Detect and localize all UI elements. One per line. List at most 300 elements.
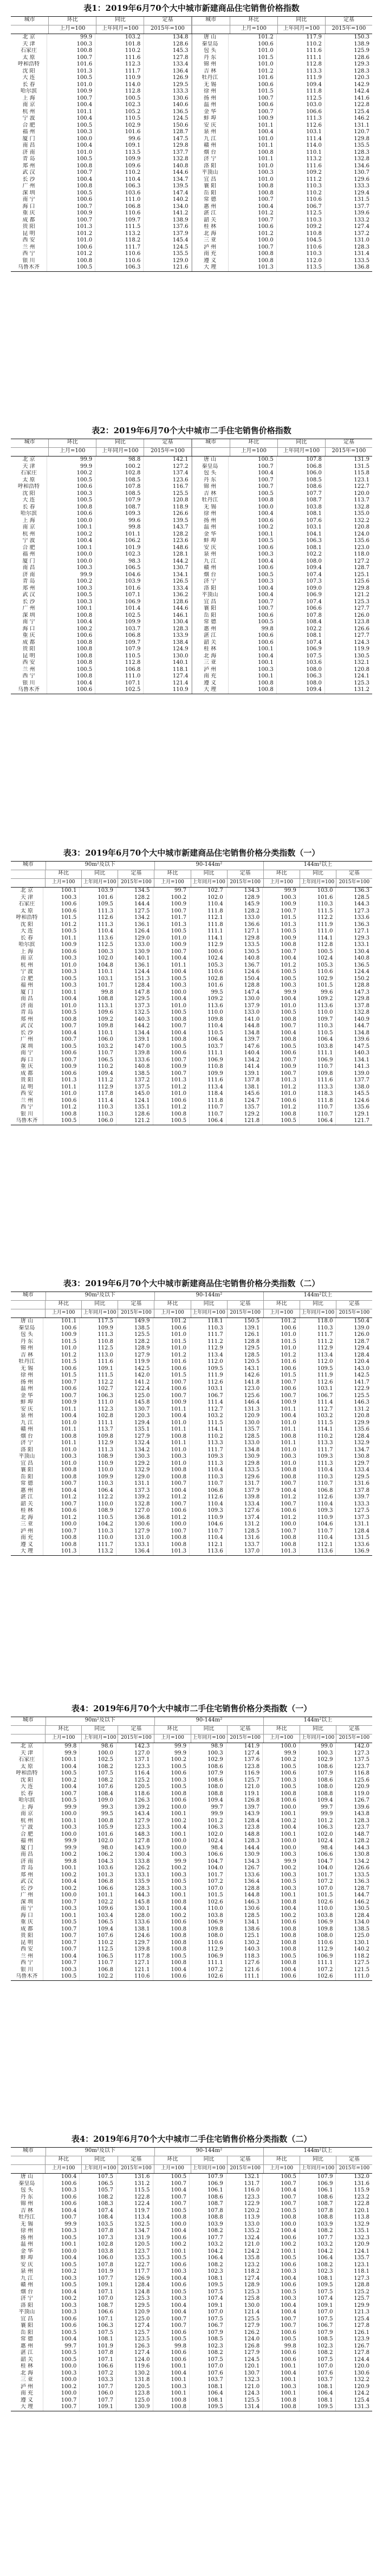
index-value: 133.6	[226, 1872, 263, 1879]
header-fixed_base: 2015年=100	[118, 879, 154, 887]
index-value: 100.7	[47, 55, 95, 62]
index-value: 99.9	[43, 1838, 80, 1845]
index-value: 103.7	[95, 626, 144, 633]
index-value: 138.0	[354, 1084, 370, 1090]
table-row	[11, 491, 372, 498]
index-value: 101.5	[263, 915, 300, 922]
index-value: 107.0	[300, 2363, 336, 2370]
index-value: 112.0	[277, 258, 325, 265]
index-value: 108.0	[300, 1784, 336, 1791]
index-value: 148.8	[226, 1831, 263, 1838]
index-value: 100.7	[43, 2214, 80, 2221]
index-value: 101.1	[43, 1406, 80, 1413]
index-value: 100.9	[263, 1399, 300, 1406]
index-value: 127.3	[354, 2275, 370, 2281]
header-mom_base: 上月=100	[264, 2165, 300, 2173]
index-value: 144.3	[116, 1892, 153, 1899]
index-value: 103.6	[95, 190, 144, 197]
index-value: 101.2	[190, 1818, 226, 1825]
index-value: 107.2	[190, 1967, 226, 1974]
index-value: 101.0	[263, 1420, 300, 1427]
table-row	[11, 470, 372, 477]
city-name: 宁 波	[11, 538, 47, 545]
index-value: 101.0	[153, 1332, 190, 1339]
index-value: 108.2	[300, 2262, 336, 2269]
index-value: 143.9	[116, 1845, 153, 1852]
index-value: 114.1	[300, 1426, 336, 1433]
index-value: 117.8	[80, 1091, 116, 1098]
index-value: 128.4	[354, 1912, 370, 1919]
header-row-bases	[11, 879, 372, 887]
index-value: 133.5	[354, 1871, 370, 1878]
header-fixed: 定基	[348, 870, 360, 876]
index-value: 100.1	[229, 660, 277, 667]
index-value: 100.8	[47, 48, 95, 55]
city-name: 岳 阳	[192, 190, 229, 197]
index-value: 113.1	[80, 1003, 116, 1010]
index-value: 120.5	[116, 1784, 153, 1791]
index-value: 142.4	[354, 88, 369, 94]
index-value: 140.3	[354, 1050, 370, 1056]
city-name: 石家庄	[11, 901, 43, 908]
index-value: 106.7	[190, 1393, 226, 1400]
index-value: 141.6	[354, 95, 369, 101]
header-yoy: 同比	[300, 1301, 336, 1309]
index-value: 100.3	[43, 2228, 80, 2235]
index-value: 133.3	[144, 88, 191, 95]
index-value: 100.0	[153, 1804, 190, 1811]
index-value: 102.4	[300, 955, 336, 962]
index-value: 127.4	[354, 224, 369, 230]
index-value: 100.0	[153, 1845, 190, 1852]
index-value: 130.1	[116, 1906, 153, 1913]
index-value: 108.0	[190, 1784, 226, 1791]
index-value: 105.3	[190, 962, 226, 969]
index-value: 136.1	[116, 922, 153, 929]
table-row	[11, 1926, 372, 1933]
city-name: 昆 明	[11, 653, 47, 660]
table-row	[11, 163, 372, 170]
index-value: 111.9	[300, 1372, 336, 1379]
index-value: 129.8	[144, 142, 191, 149]
index-value: 100.9	[43, 942, 80, 949]
index-value: 123.8	[116, 2390, 153, 2397]
index-value: 100.1	[263, 1831, 300, 1838]
city-name: 洛 阳	[11, 1447, 43, 1454]
city-name: 沈 阳	[11, 491, 47, 498]
index-value: 120.5	[226, 1359, 263, 1366]
index-value: 131.6	[226, 1535, 263, 1542]
index-value: 100.8	[153, 1111, 190, 1118]
index-value: 128.7	[144, 129, 191, 136]
index-value: 99.9	[43, 1750, 80, 1757]
index-value: 117.7	[116, 2268, 153, 2275]
city-name: 银 川	[11, 680, 47, 687]
index-value: 100.9	[153, 901, 190, 908]
index-value: 124.1	[116, 1098, 153, 1105]
city-name: 南 昌	[11, 142, 47, 149]
index-value: 99.9	[190, 1811, 226, 1818]
header-fixed: 定基	[348, 1301, 360, 1307]
index-value: 108.5	[300, 2336, 336, 2343]
index-value: 100.6	[153, 2350, 190, 2357]
table-row	[11, 1453, 372, 1460]
index-value: 132.3	[354, 2234, 370, 2241]
header-row-bases	[11, 25, 372, 34]
header-yoy_base: 上年同月=100	[278, 25, 326, 34]
index-value: 124.1	[354, 2248, 370, 2254]
city-name: 平顶山	[192, 169, 229, 177]
index-value: 100.7	[263, 908, 300, 915]
index-value: 120.7	[354, 129, 369, 135]
index-value: 104.1	[277, 531, 325, 538]
index-value: 127.9	[116, 1433, 153, 1440]
index-value: 101.1	[47, 109, 95, 116]
index-value: 125.1	[226, 1933, 263, 1940]
index-value: 100.5	[43, 2282, 80, 2289]
index-value: 110.3	[190, 1325, 226, 1332]
index-value: 129.2	[116, 1460, 153, 1468]
index-value: 130.6	[116, 1521, 153, 1528]
index-value: 136.8	[354, 264, 369, 270]
index-value: 110.3	[277, 251, 325, 258]
city-name: 包 头	[11, 1332, 43, 1339]
index-value: 106.3	[95, 264, 144, 271]
city-name: 无 锡	[11, 2221, 43, 2228]
city-name: 长 沙	[11, 1030, 43, 1037]
index-value: 130.4	[144, 619, 191, 626]
index-value: 101.5	[229, 55, 277, 62]
index-value: 121.2	[116, 1118, 153, 1125]
index-value: 111.1	[226, 1973, 263, 1980]
table-row	[11, 1440, 372, 1447]
table-row	[11, 989, 372, 996]
index-value: 107.5	[80, 2174, 116, 2181]
index-value: 100.6	[229, 518, 277, 525]
index-value: 140.2	[144, 197, 191, 204]
index-value: 100.6	[263, 1770, 300, 1777]
index-value: 101.0	[43, 1003, 80, 1010]
index-value: 100.7	[47, 217, 95, 224]
index-value: 140.6	[144, 102, 191, 109]
index-value: 135.7	[354, 2255, 370, 2261]
city-name: 襄 阳	[192, 183, 229, 190]
index-value: 100.3	[263, 1777, 300, 1784]
index-value: 110.3	[80, 1111, 116, 1118]
index-value: 99.0	[300, 1743, 336, 1750]
index-value: 108.2	[80, 1764, 116, 1771]
table-row	[11, 1797, 372, 1804]
index-value: 100.7	[43, 1057, 80, 1064]
index-value: 100.8	[47, 646, 95, 653]
index-value: 108.6	[300, 2194, 336, 2201]
index-value: 100.1	[153, 1811, 190, 1818]
table-row	[11, 1366, 372, 1373]
index-value: 112.9	[300, 1345, 336, 1352]
index-value: 100.5	[153, 928, 190, 935]
index-value: 100.0	[47, 136, 95, 143]
index-value: 101.5	[43, 1339, 80, 1346]
index-value: 100.8	[153, 1791, 190, 1798]
index-value: 113.0	[80, 1352, 116, 1359]
index-value: 100.5	[47, 497, 95, 504]
city-name: 济 南	[11, 1858, 43, 1866]
index-value: 128.5	[354, 894, 370, 901]
city-name: 上 海	[11, 1804, 43, 1811]
header-fixed: 定基	[343, 439, 354, 445]
city-name: 西 安	[11, 1091, 43, 1098]
index-value: 133.0	[226, 1440, 263, 1447]
index-value: 110.7	[190, 1528, 226, 1535]
index-value: 124.2	[354, 2390, 370, 2396]
index-value: 106.7	[190, 2323, 226, 2330]
index-value: 100.0	[153, 1838, 190, 1845]
index-value: 102.0	[190, 1831, 226, 1838]
index-value: 111.4	[277, 136, 325, 143]
city-name: 泸 州	[11, 2384, 43, 2391]
header-category: 144m²以上	[303, 2148, 333, 2154]
index-value: 109.2	[277, 169, 325, 177]
index-value: 133.1	[116, 1542, 153, 1549]
index-value: 100.3	[300, 1750, 336, 1757]
index-value: 100.6	[47, 511, 95, 518]
index-value: 110.6	[95, 251, 144, 258]
table-row	[11, 2303, 372, 2310]
city-name: 乌鲁木齐	[11, 1118, 43, 1125]
index-value: 140.8	[144, 163, 191, 170]
index-value: 100.2	[263, 1757, 300, 1764]
index-value: 130.3	[116, 1453, 153, 1460]
index-value: 99.9	[263, 1858, 300, 1866]
index-value: 131.2	[354, 687, 369, 693]
city-name: 北 海	[11, 2370, 43, 2377]
city-name: 长 春	[11, 1791, 43, 1798]
city-name: 三 亚	[192, 660, 229, 667]
table-row	[11, 1899, 372, 1906]
index-value: 100.7	[263, 1481, 300, 1488]
index-value: 101.0	[229, 61, 277, 68]
index-value: 100.1	[229, 673, 277, 680]
index-value: 135.1	[116, 1426, 153, 1433]
index-value: 121.5	[354, 1966, 370, 1973]
index-value: 100.8	[229, 258, 277, 265]
index-value: 125.7	[354, 2295, 370, 2301]
index-value: 101.0	[229, 48, 277, 55]
index-value: 100.7	[43, 1926, 80, 1933]
index-value: 132.8	[354, 156, 369, 162]
index-value: 100.5	[47, 477, 95, 484]
table-row	[11, 511, 372, 518]
index-value: 136.5	[354, 962, 370, 968]
index-value: 127.9	[116, 1528, 153, 1535]
index-value: 102.0	[190, 895, 226, 902]
index-value: 109.9	[95, 619, 144, 626]
index-value: 108.5	[95, 491, 144, 498]
index-value: 110.3	[80, 1481, 116, 1488]
index-value: 106.0	[277, 470, 325, 477]
index-value: 100.6	[43, 901, 80, 908]
index-value: 106.4	[190, 2390, 226, 2397]
table-row	[11, 1858, 372, 1866]
index-value: 120.8	[144, 497, 191, 504]
index-value: 110.5	[190, 1030, 226, 1037]
table-row	[11, 1091, 372, 1098]
index-value: 130.2	[226, 1940, 263, 1947]
header-fixed_base: 2015年=100	[144, 25, 191, 34]
header-yoy: 同比	[300, 2156, 336, 2164]
index-value: 109.5	[80, 901, 116, 908]
index-value: 99.8	[229, 626, 277, 633]
index-value: 100.0	[80, 1750, 116, 1757]
index-value: 106.9	[300, 2181, 336, 2188]
index-value: 100.4	[263, 1824, 300, 1831]
index-value: 140.9	[354, 1016, 370, 1022]
index-value: 100.7	[263, 1393, 300, 1400]
index-value: 100.6	[263, 2350, 300, 2357]
header-blank	[11, 2156, 46, 2164]
index-value: 134.8	[144, 34, 191, 41]
index-value: 112.3	[95, 61, 144, 68]
index-value: 111.3	[80, 1332, 116, 1339]
index-value: 105.2	[95, 109, 144, 116]
index-value: 100.2	[43, 1886, 80, 1893]
index-value: 107.8	[95, 484, 144, 491]
index-value: 101.0	[263, 1003, 300, 1010]
index-value: 121.4	[144, 680, 191, 687]
index-value: 128.3	[354, 149, 369, 155]
index-value: 100.5	[153, 1044, 190, 1051]
index-value: 118.9	[144, 504, 191, 511]
index-value: 112.5	[80, 1345, 116, 1352]
index-value: 136.4	[144, 68, 191, 75]
index-value: 100.8	[263, 1926, 300, 1933]
index-value: 144.4	[226, 1845, 263, 1852]
index-value: 109.5	[300, 2282, 336, 2289]
index-value: 130.5	[354, 653, 369, 659]
index-value: 150.5	[226, 1318, 263, 1325]
index-value: 110.3	[277, 217, 325, 224]
city-name: 重 庆	[11, 210, 47, 217]
index-value: 111.1	[190, 928, 226, 935]
index-value: 101.2	[153, 1494, 190, 1501]
index-value: 100.0	[263, 1845, 300, 1852]
index-value: 112.8	[300, 942, 336, 949]
index-value: 109.5	[190, 2404, 226, 2411]
index-value: 100.8	[47, 504, 95, 511]
city-name: 成 都	[11, 217, 47, 224]
index-value: 107.7	[80, 2397, 116, 2404]
index-value: 107.2	[80, 2370, 116, 2377]
index-value: 102.4	[190, 1838, 226, 1845]
index-value: 100.7	[263, 2316, 300, 2323]
index-value: 108.6	[190, 2194, 226, 2201]
city-name: 海 口	[11, 204, 47, 211]
index-value: 101.5	[263, 1372, 300, 1379]
index-value: 133.3	[354, 1501, 370, 1507]
index-value: 100.1	[153, 2390, 190, 2397]
index-value: 100.3	[47, 41, 95, 48]
index-value: 112.0	[300, 1359, 336, 1366]
index-value: 100.5	[47, 156, 95, 163]
index-value: 100.3	[229, 667, 277, 674]
index-value: 101.7	[190, 1872, 226, 1879]
index-value: 100.5	[153, 976, 190, 983]
index-value: 108.7	[190, 2201, 226, 2208]
city-name: 天 津	[11, 41, 47, 48]
index-value: 110.0	[300, 1009, 336, 1016]
index-value: 107.1	[80, 2289, 116, 2296]
index-value: 119.9	[354, 646, 369, 652]
index-value: 103.8	[277, 504, 325, 511]
city-name: 南 昌	[11, 1851, 43, 1858]
header-row-categories	[11, 1717, 372, 1726]
city-name: 湛 江	[192, 210, 229, 217]
index-value: 121.0	[226, 2384, 263, 2391]
index-value: 139.1	[116, 1036, 153, 1044]
index-value: 110.1	[80, 1030, 116, 1037]
index-value: 100.5	[300, 949, 336, 956]
header-fixed_base: 2015年=100	[118, 1309, 154, 1318]
index-value: 106.3	[190, 1824, 226, 1831]
index-value: 118.0	[300, 1318, 336, 1325]
index-value: 123.1	[354, 477, 369, 483]
index-value: 100.7	[229, 599, 277, 606]
index-value: 100.2	[153, 1913, 190, 1920]
table-row	[11, 1474, 372, 1481]
index-value: 110.0	[190, 1906, 226, 1913]
index-value: 109.6	[95, 163, 144, 170]
index-value: 128.2	[116, 1339, 153, 1346]
header-city: 城市	[11, 439, 49, 447]
city-name: 大 理	[192, 687, 229, 694]
index-value: 111.2	[300, 1339, 336, 1346]
table-row	[11, 2181, 372, 2188]
city-name: 徐 州	[192, 88, 229, 95]
index-value: 139.5	[144, 183, 191, 190]
header-yoy_base: 上年同月=100	[300, 1734, 336, 1743]
index-value: 139.7	[226, 1036, 263, 1044]
index-value: 99.9	[153, 1858, 190, 1866]
index-value: 100.5	[43, 2357, 80, 2364]
table-row	[11, 1104, 372, 1111]
index-value: 113.3	[277, 68, 325, 75]
table-row	[11, 640, 372, 647]
index-value: 109.6	[80, 1009, 116, 1016]
index-value: 100.6	[229, 41, 277, 48]
index-value: 100.7	[263, 2181, 300, 2188]
index-value: 109.4	[277, 82, 325, 89]
table-body	[11, 888, 372, 1125]
index-value: 100.7	[263, 1057, 300, 1064]
index-value: 111.3	[190, 1460, 226, 1468]
index-value: 130.6	[226, 1906, 263, 1913]
index-value: 101.0	[153, 1420, 190, 1427]
city-name: 烟 台	[192, 149, 229, 156]
index-value: 100.8	[43, 1111, 80, 1118]
index-value: 103.7	[190, 1044, 226, 1051]
city-name: 济 宁	[192, 578, 229, 585]
index-value: 134.2	[116, 1447, 153, 1454]
index-value: 110.7	[300, 1064, 336, 1071]
index-value: 110.3	[277, 183, 325, 190]
index-value: 110.8	[277, 231, 325, 238]
index-value: 106.6	[277, 109, 325, 116]
index-value: 121.8	[226, 1118, 263, 1125]
index-value: 100.6	[47, 632, 95, 640]
index-value: 125.0	[116, 2397, 153, 2404]
index-value: 100.4	[43, 2289, 80, 2296]
index-value: 103.9	[190, 2221, 226, 2228]
